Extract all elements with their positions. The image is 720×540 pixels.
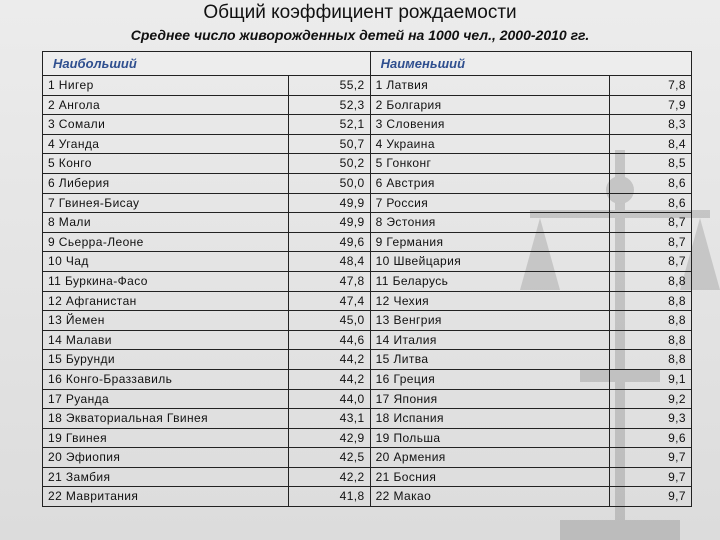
high-value-cell: 47,4	[288, 291, 370, 311]
low-country-cell: 16 Греция	[370, 369, 610, 389]
low-value-cell: 8,5	[610, 154, 692, 174]
high-country-cell: 20 Эфиопия	[43, 448, 289, 468]
low-country-cell: 9 Германия	[370, 232, 610, 252]
high-value-cell: 48,4	[288, 252, 370, 272]
high-country-cell: 6 Либерия	[43, 173, 289, 193]
high-value-cell: 52,3	[288, 95, 370, 115]
high-country-cell: 19 Гвинея	[43, 428, 289, 448]
low-value-cell: 8,6	[610, 193, 692, 213]
table-row	[43, 311, 692, 331]
high-country-cell: 13 Йемен	[43, 311, 289, 331]
low-value-cell: 9,6	[610, 428, 692, 448]
high-country-cell: 12 Афганистан	[43, 291, 289, 311]
low-country-cell: 3 Словения	[370, 115, 610, 135]
low-country-cell: 7 Россия	[370, 193, 610, 213]
high-value-cell: 45,0	[288, 311, 370, 331]
table-row	[43, 134, 692, 154]
table-row	[43, 409, 692, 429]
table-row	[43, 369, 692, 389]
low-value-cell: 8,7	[610, 252, 692, 272]
high-country-cell: 1 Нигер	[43, 76, 289, 96]
high-value-cell: 49,6	[288, 232, 370, 252]
low-value-cell: 9,2	[610, 389, 692, 409]
low-country-cell: 4 Украина	[370, 134, 610, 154]
low-value-cell: 8,8	[610, 291, 692, 311]
low-value-cell: 8,8	[610, 330, 692, 350]
high-country-cell: 21 Замбия	[43, 467, 289, 487]
table-row	[43, 291, 692, 311]
table-row	[43, 271, 692, 291]
low-country-cell: 11 Беларусь	[370, 271, 610, 291]
high-value-cell: 44,6	[288, 330, 370, 350]
low-value-cell: 8,4	[610, 134, 692, 154]
low-country-cell: 12 Чехия	[370, 291, 610, 311]
low-value-cell: 8,8	[610, 271, 692, 291]
low-country-cell: 1 Латвия	[370, 76, 610, 96]
high-value-cell: 42,2	[288, 467, 370, 487]
page-title: Общий коэффициент рождаемости	[203, 2, 517, 23]
table-row	[43, 389, 692, 409]
high-value-cell: 55,2	[288, 76, 370, 96]
low-country-cell: 14 Италия	[370, 330, 610, 350]
low-country-cell: 21 Босния	[370, 467, 610, 487]
table-row	[43, 115, 692, 135]
high-value-cell: 49,9	[288, 193, 370, 213]
low-value-cell: 9,7	[610, 448, 692, 468]
low-country-cell: 2 Болгария	[370, 95, 610, 115]
high-value-cell: 52,1	[288, 115, 370, 135]
low-country-cell: 19 Польша	[370, 428, 610, 448]
low-value-cell: 9,1	[610, 369, 692, 389]
table-row	[43, 213, 692, 233]
high-country-cell: 7 Гвинея-Бисау	[43, 193, 289, 213]
table-row	[43, 193, 692, 213]
low-value-cell: 8,3	[610, 115, 692, 135]
low-value-cell: 8,8	[610, 311, 692, 331]
table-row	[43, 350, 692, 370]
high-value-cell: 50,0	[288, 173, 370, 193]
low-country-cell: 17 Япония	[370, 389, 610, 409]
high-value-cell: 41,8	[288, 487, 370, 507]
low-value-cell: 8,7	[610, 232, 692, 252]
table-row	[43, 95, 692, 115]
table-row	[43, 154, 692, 174]
table-row	[43, 467, 692, 487]
high-value-cell: 47,8	[288, 271, 370, 291]
low-value-cell: 9,7	[610, 467, 692, 487]
high-country-cell: 8 Мали	[43, 213, 289, 233]
high-country-cell: 5 Конго	[43, 154, 289, 174]
low-country-cell: 15 Литва	[370, 350, 610, 370]
high-country-cell: 3 Сомали	[43, 115, 289, 135]
table-row	[43, 330, 692, 350]
table-row	[43, 428, 692, 448]
low-value-cell: 7,9	[610, 95, 692, 115]
high-country-cell: 16 Конго-Браззавиль	[43, 369, 289, 389]
high-value-cell: 42,9	[288, 428, 370, 448]
high-value-cell: 50,2	[288, 154, 370, 174]
high-country-cell: 9 Сьерра-Леоне	[43, 232, 289, 252]
table-row	[43, 232, 692, 252]
high-value-cell: 44,2	[288, 369, 370, 389]
low-value-cell: 8,7	[610, 213, 692, 233]
high-country-cell: 17 Руанда	[43, 389, 289, 409]
high-country-cell: 11 Буркина-Фасо	[43, 271, 289, 291]
low-value-cell: 9,3	[610, 409, 692, 429]
low-country-cell: 5 Гонконг	[370, 154, 610, 174]
birth-rate-table	[42, 51, 692, 507]
table-row	[43, 448, 692, 468]
low-country-cell: 20 Армения	[370, 448, 610, 468]
table-row	[43, 487, 692, 507]
low-value-cell: 8,8	[610, 350, 692, 370]
header-lowest: Наименьший	[370, 52, 691, 76]
high-country-cell: 2 Ангола	[43, 95, 289, 115]
table-row	[43, 173, 692, 193]
table-header-row	[43, 52, 692, 76]
low-country-cell: 6 Австрия	[370, 173, 610, 193]
header-highest: Наибольший	[43, 52, 371, 76]
table-row	[43, 252, 692, 272]
high-value-cell: 49,9	[288, 213, 370, 233]
high-country-cell: 15 Бурунди	[43, 350, 289, 370]
low-country-cell: 8 Эстония	[370, 213, 610, 233]
low-country-cell: 10 Швейцария	[370, 252, 610, 272]
high-value-cell: 50,7	[288, 134, 370, 154]
low-value-cell: 8,6	[610, 173, 692, 193]
high-country-cell: 18 Экваториальная Гвинея	[43, 409, 289, 429]
table-body	[43, 76, 692, 507]
low-value-cell: 9,7	[610, 487, 692, 507]
high-value-cell: 43,1	[288, 409, 370, 429]
low-country-cell: 13 Венгрия	[370, 311, 610, 331]
low-country-cell: 22 Макао	[370, 487, 610, 507]
high-country-cell: 10 Чад	[43, 252, 289, 272]
high-country-cell: 14 Малави	[43, 330, 289, 350]
high-value-cell: 44,2	[288, 350, 370, 370]
table-row	[43, 76, 692, 96]
high-value-cell: 42,5	[288, 448, 370, 468]
page-subtitle: Среднее число живорожденных детей на 1000 чел., 2000-2010 гг.	[130, 27, 590, 43]
low-country-cell: 18 Испания	[370, 409, 610, 429]
low-value-cell: 7,8	[610, 76, 692, 96]
high-country-cell: 22 Мавритания	[43, 487, 289, 507]
high-value-cell: 44,0	[288, 389, 370, 409]
high-country-cell: 4 Уганда	[43, 134, 289, 154]
